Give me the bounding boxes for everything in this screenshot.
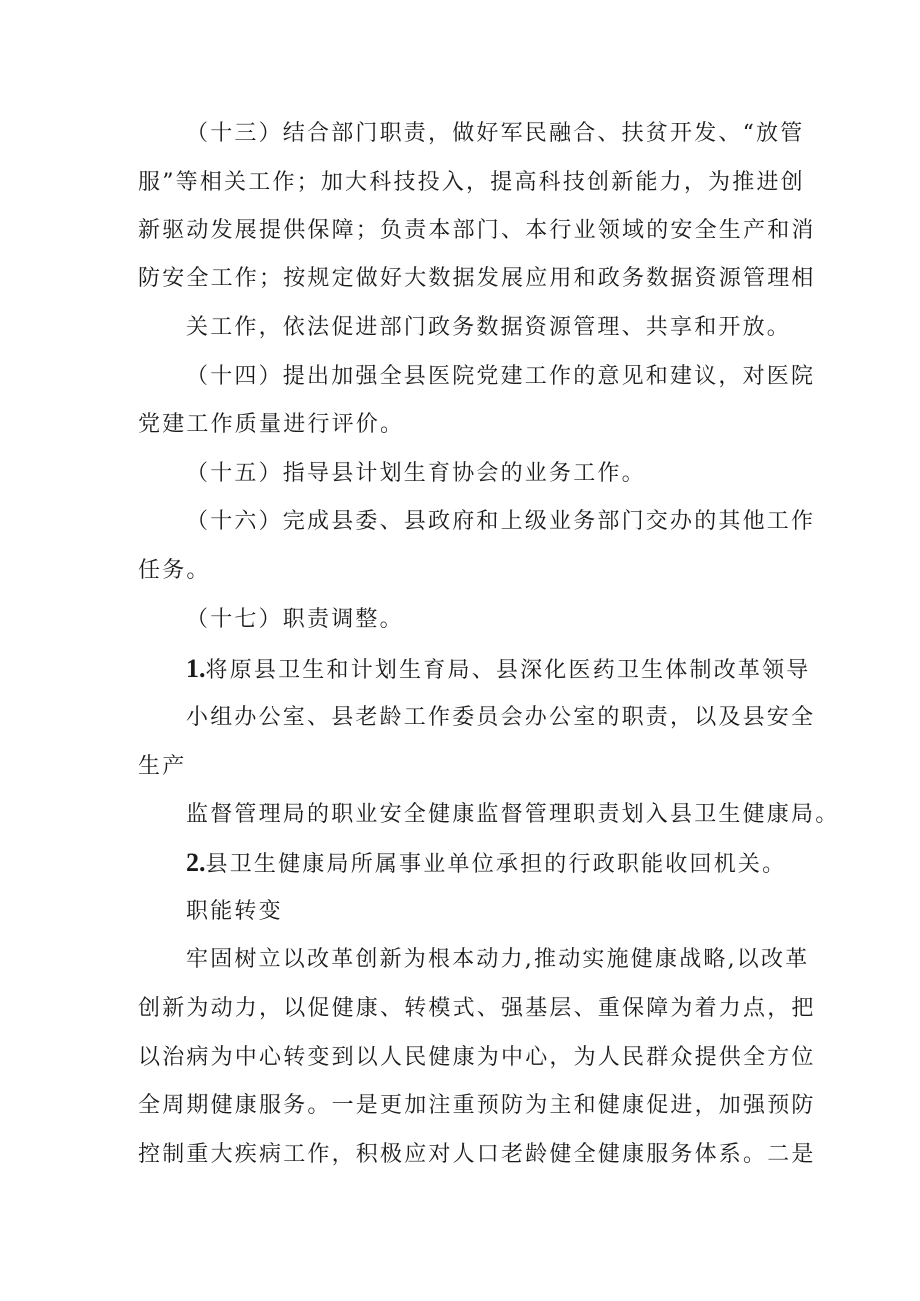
paragraph-13-line-2: 服”等相关工作；加大科技投入，提高科技创新能力，为推进创 [138, 170, 805, 195]
paragraph-13-line-4: 防安全工作；按规定做好大数据发展应用和政务数据资源管理相 [138, 266, 816, 291]
paragraph-change-line-2: 创新为动力，以促健康、转模式、强基层、重保障为着力点，把 [138, 996, 816, 1021]
paragraph-15: （十五）指导县计划生育协会的业务工作。 [186, 461, 646, 486]
item-1-line-1 [186, 654, 811, 686]
item-1-number: 1. [186, 654, 206, 683]
paragraph-16-line-2: 任务。 [138, 558, 211, 583]
item-1-text: 将原县卫生和计划生育局、县深化医药卫生体制改革领导 [205, 658, 811, 683]
item-1-line-4: 监督管理局的职业安全健康监督管理职责划入县卫生健康局。 [186, 802, 840, 827]
paragraph-change-line-3: 以治病为中心转变到以人民健康为中心，为人民群众提供全方位 [138, 1045, 816, 1070]
item-1-line-3: 生产 [138, 754, 187, 779]
item-2-text: 县卫生健康局所属事业单位承担的行政职能收回机关。 [205, 852, 787, 877]
paragraph-change-line-1: 牢固树立以改革创新为根本动力,推动实施健康战略,以改革 [186, 947, 810, 972]
item-2 [186, 848, 786, 880]
item-2-number: 2. [186, 848, 206, 877]
item-1-line-2: 小组办公室、县老龄工作委员会办公室的职责，以及县安全 [186, 705, 816, 730]
paragraph-13-line-3: 新驱动发展提供保障；负责本部门、本行业领域的安全生产和消 [138, 218, 816, 243]
paragraph-13-line-1: （十三）结合部门职责，做好军民融合、扶贫开发、“放管 [186, 121, 805, 146]
paragraph-change-line-4: 全周期健康服务。一是更加注重预防为主和健康促进，加强预防 [138, 1093, 816, 1118]
section-heading-function-change: 职能转变 [186, 899, 283, 924]
paragraph-16-line-1: （十六）完成县委、县政府和上级业务部门交办的其他工作 [186, 509, 816, 534]
paragraph-change-line-5: 控制重大疾病工作，积极应对人口老龄健全健康服务体系。二是 [138, 1142, 816, 1167]
paragraph-14-line-1: （十四）提出加强全县医院党建工作的意见和建议，对医院 [186, 364, 816, 389]
paragraph-13-line-5: 关工作，依法促进部门政务数据资源管理、共享和开放。 [186, 315, 792, 340]
paragraph-17: （十七）职责调整。 [186, 607, 404, 632]
paragraph-14-line-2: 党建工作质量进行评价。 [138, 412, 405, 437]
